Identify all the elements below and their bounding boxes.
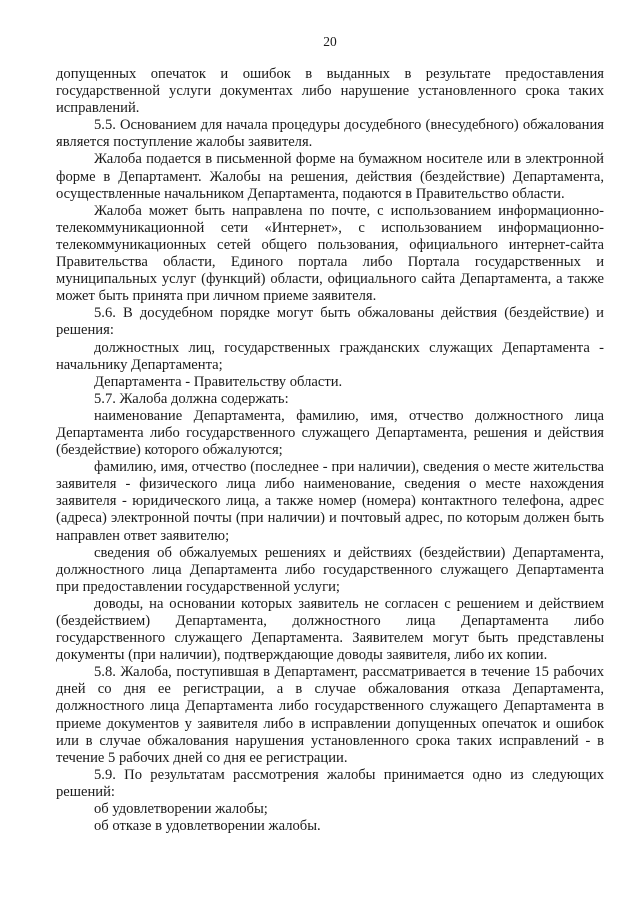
paragraph-decision-refuse: об отказе в удовлетворении жалобы. bbox=[94, 818, 321, 835]
paragraph-appealed-decisions: сведения об обжалуемых решениях и действиях (бездействии) Департамента, должностного лица Департамента либо государственного служащего Департамента при предоставлении государственной услуги; bbox=[56, 544, 604, 595]
document-page bbox=[56, 34, 604, 835]
paragraph-5-8: 5.8. Жалоба, поступившая в Департамент, рассматривается в течение 15 рабочих дней со дня ее регистрации, а в случае обжалования отказа Департамента, должностного лица Департамента либо государственного служащего Департамента в приеме документов у заявителя либо в исправлении допущенных опечаток и ошибок или в случае обжалования нарушения установленного срока таких исправлений - в течение 5 рабочих дней со дня ее регистрации. bbox=[56, 664, 604, 766]
paragraph-arguments: доводы, на основании которых заявитель не согласен с решением и действием (бездействием) Департамента, должностного лица Департамента либо государственного служащего Департамента. Заявителем могут быть представлены документы (при наличии), подтверждающие доводы заявителя, либо их копии. bbox=[56, 595, 604, 664]
paragraph-complaint-channels: Жалоба может быть направлена по почте, с использованием информационно-телекоммуникационной сети «Интернет», с использованием информационно-телекоммуникационных сетей общего пользования, официального интернет-сайта Правительства области, Единого портала либо Портала государственных и муниципальных услуг (функций) области, официального сайта Департамента, а также может быть принята при личном приеме заявителя. bbox=[56, 202, 604, 305]
paragraph-decision-satisfy: об удовлетворении жалобы; bbox=[94, 801, 268, 818]
page-number: 20 bbox=[323, 34, 337, 49]
paragraph-complaint-form: Жалоба подается в письменной форме на бумажном носителе или в электронной форме в Департамент. Жалобы на решения, действия (бездействие) Департамента, осуществленные начальником Департамента, подаются в Правительство области. bbox=[56, 151, 604, 202]
paragraph-5-6: 5.6. В досудебном порядке могут быть обжалованы действия (бездействие) и решения: bbox=[56, 305, 604, 339]
paragraph-continuation: допущенных опечаток и ошибок в выданных в результате предоставления государственной услуги документах либо нарушение установленного срока таких исправлений. bbox=[56, 66, 604, 117]
paragraph-officials: должностных лиц, государственных гражданских служащих Департамента - начальнику Департамента; bbox=[56, 339, 604, 373]
paragraph-applicant-details: фамилию, имя, отчество (последнее - при наличии), сведения о месте жительства заявителя - физического лица либо наименование, сведения о месте нахождения заявителя - юридического лица, а также номер (номера) контактного телефона, адрес (адреса) электронной почты (при наличии) и почтовый адрес, по которым должен быть направлен ответ заявителю; bbox=[56, 459, 604, 544]
paragraph-5-5: 5.5. Основанием для начала процедуры досудебного (внесудебного) обжалования является поступление жалобы заявителя. bbox=[56, 117, 604, 151]
paragraph-department-name: наименование Департамента, фамилию, имя, отчество должностного лица Департамента либо государственного служащего Департамента, решения и действия (бездействие) которого обжалуются; bbox=[56, 407, 604, 459]
paragraph-5-9: 5.9. По результатам рассмотрения жалобы принимается одно из следующих решений: bbox=[56, 766, 604, 800]
paragraph-5-7: 5.7. Жалоба должна содержать: bbox=[94, 390, 289, 407]
paragraph-department: Департамента - Правительству области. bbox=[94, 373, 343, 390]
